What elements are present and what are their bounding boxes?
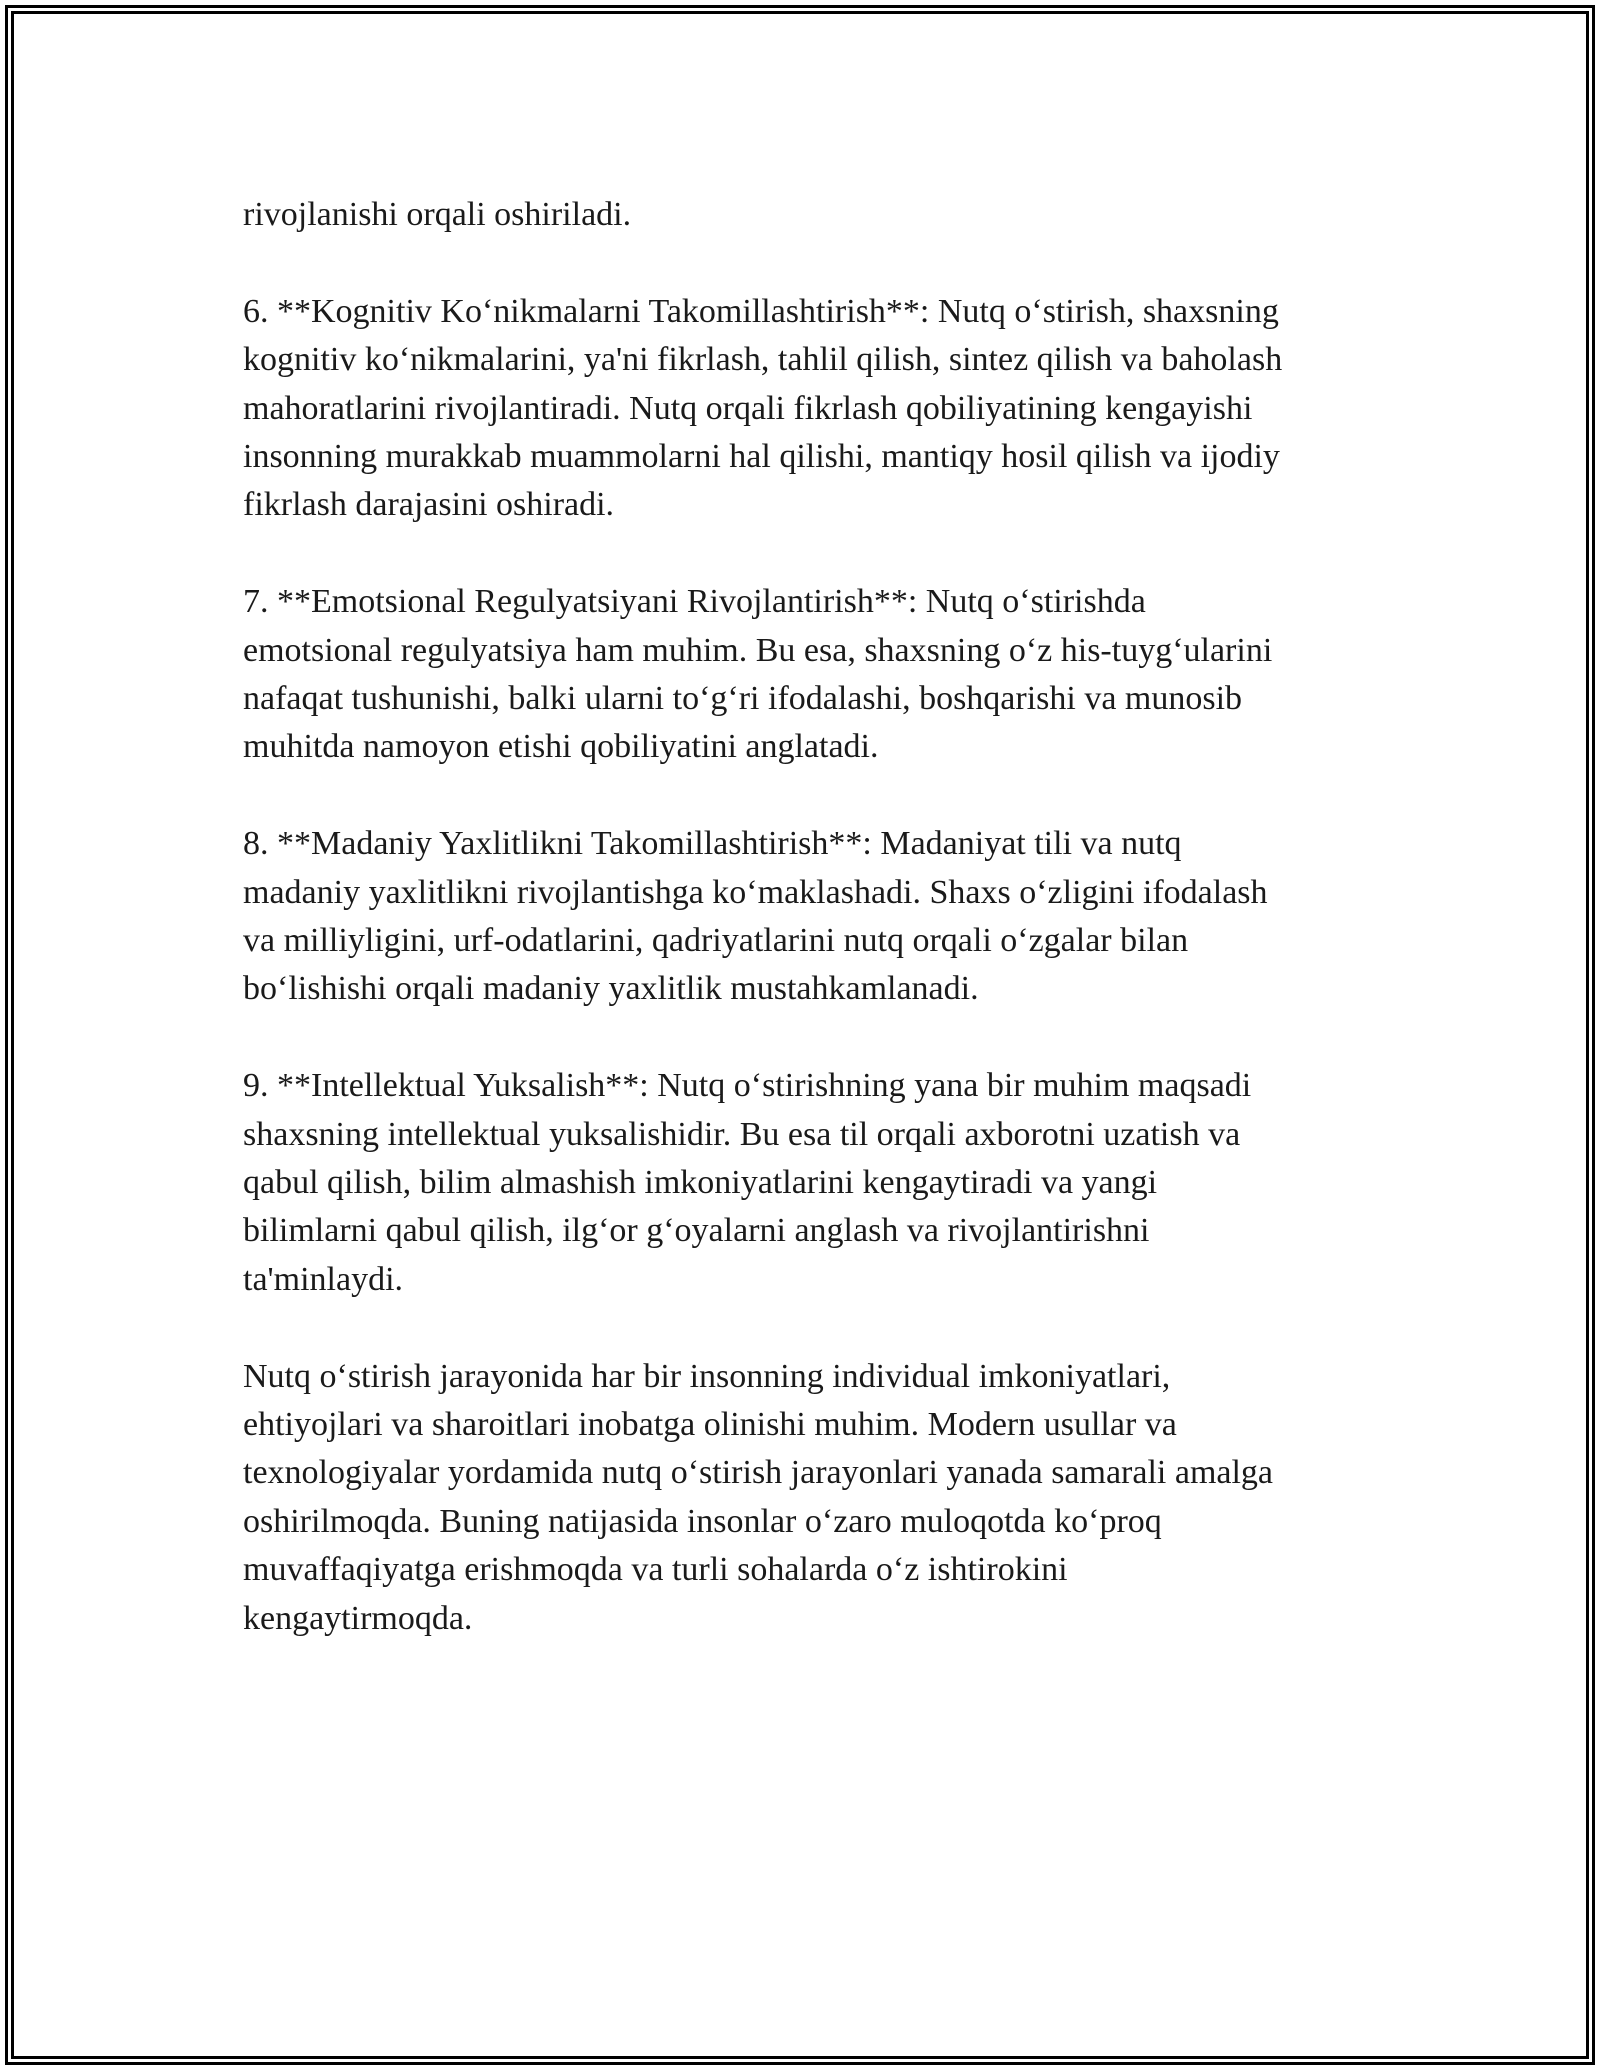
paragraph-item-7: 7. **Emotsional Regulyatsiyani Rivojlantirish**: Nutq oʻstirishda emotsional regulyatsiya ham muhim. Bu esa, shaxsning oʻz his-tuygʻularini nafaqat tushunishi, balki ularni toʻgʻri ifodalashi, boshqarishi va munosib muhitda namoyon etishi qobiliyatini anglatadi. xyxy=(243,583,1273,766)
paragraph-conclusion: Nutq oʻstirish jarayonida har bir insonning individual imkoniyatlari, ehtiyojlari va sharoitlari inobatga olinishi muhim. Modern usullar va texnologiyalar yordamida nutq oʻstirish jarayonlari yanada samarali amalga oshirilmoqda. Buning natijasida insonlar oʻzaro muloqotda koʻproq muvaffaqiyatga erishmoqda va turli sohalarda oʻz ishtirokini kengaytirmoqda. xyxy=(243,1357,1274,1637)
document-body xyxy=(243,191,1373,1692)
paragraph-continuation: rivojlanishi orqali oshiriladi. xyxy=(243,196,632,233)
paragraph-item-6: 6. **Kognitiv Koʻnikmalarni Takomillashtirish**: Nutq oʻstirish, shaxsning kognitiv koʻnikmalarini, ya'ni fikrlash, tahlil qilish, sintez qilish va baholash mahoratlarini rivojlantiradi. Nutq orqali fikrlash qobiliyatining kengayishi insonning murakkab muammolarni hal qilishi, mantiqy hosil qilish va ijodiy fikrlash darajasini oshiradi. xyxy=(243,292,1283,524)
paragraph-item-9: 9. **Intellektual Yuksalish**: Nutq oʻstirishning yana bir muhim maqsadi shaxsning intellektual yuksalishidir. Bu esa til orqali axborotni uzatish va qabul qilish, bilim almashish imkoniyatlarini kengaytiradi va yangi bilimlarni qabul qilish, ilgʻor gʻoyalarni anglash va rivojlantirishni ta'minlaydi. xyxy=(243,1067,1252,1298)
page-frame xyxy=(5,5,1595,2065)
paragraph-item-8: 8. **Madaniy Yaxlitlikni Takomillashtirish**: Madaniyat tili va nutq madaniy yaxlitlikni rivojlantishga koʻmaklashadi. Shaxs oʻzligini ifodalash va milliyligini, urf-odatlarini, qadriyatlarini nutq orqali oʻzgalar bilan boʻlishishi orqali madaniy yaxlitlik mustahkamlanadi. xyxy=(243,825,1268,1008)
